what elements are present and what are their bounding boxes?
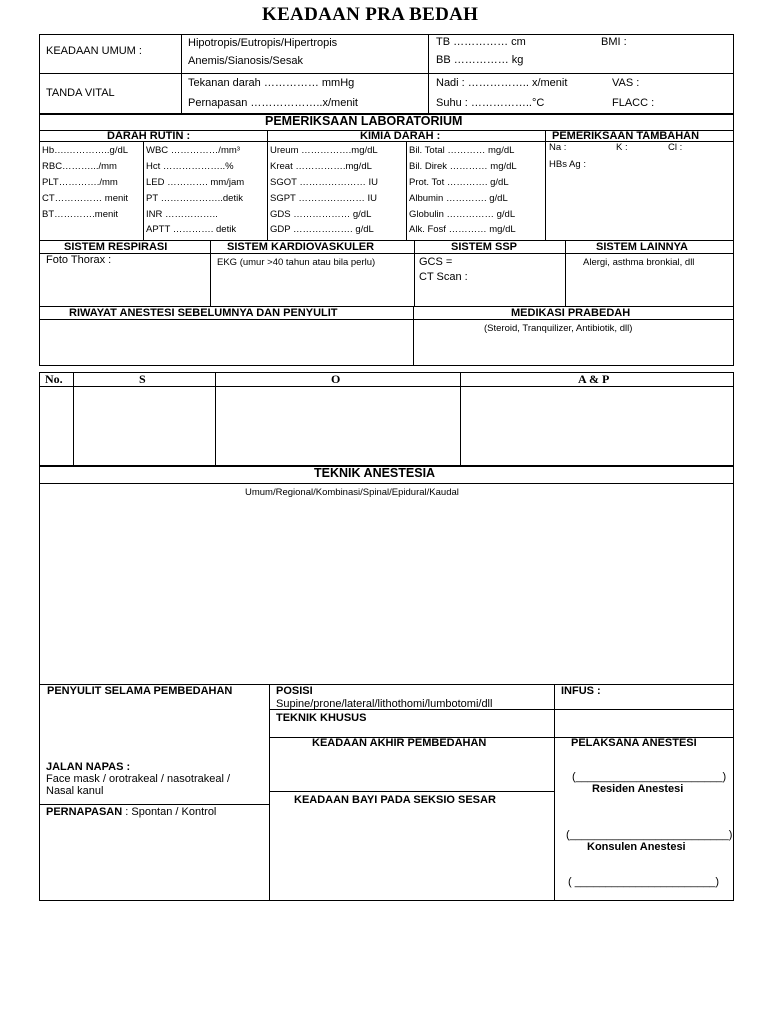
plt-field[interactable]: PLT…………./mm	[42, 177, 118, 188]
sistem-respirasi-header: SISTEM RESPIRASI	[64, 241, 168, 253]
gdp-field[interactable]: GDP ………………. g/dL	[270, 224, 374, 235]
konsulen-anestesi-label: Konsulen Anestesi	[587, 841, 686, 853]
divider	[39, 483, 734, 484]
divider	[181, 34, 182, 114]
sistem-ssp-header: SISTEM SSP	[451, 241, 518, 253]
pernapasan-label: PERNAPASAN	[46, 806, 123, 818]
teknik-anestesia-options[interactable]: Umum/Regional/Kombinasi/Spinal/Epidural/Kaudal	[245, 487, 459, 498]
bil-total-field[interactable]: Bil. Total ………… mg/dL	[409, 145, 515, 156]
infus-field[interactable]: INFUS :	[561, 685, 601, 697]
posisi-header: POSISI	[276, 685, 313, 697]
divider	[143, 141, 144, 240]
teknik-khusus-header: TEKNIK KHUSUS	[276, 712, 367, 724]
riwayat-anestesi-header: RIWAYAT ANESTESI SEBELUMNYA DAN PENYULIT	[69, 307, 338, 319]
lab-title: PEMERIKSAAN LABORATORIUM	[265, 114, 463, 128]
suhu-field[interactable]: Suhu : ……………..°C	[436, 97, 545, 109]
divider	[428, 34, 429, 114]
jalan-napas-header: JALAN NAPAS :	[46, 761, 131, 773]
soap-s-header: S	[139, 372, 146, 386]
soap-no-header: No.	[45, 372, 63, 386]
flacc-field[interactable]: FLACC :	[612, 97, 655, 109]
penyulit-pembedahan-header: PENYULIT SELAMA PEMBEDAHAN	[47, 685, 233, 697]
divider	[269, 684, 270, 901]
divider	[545, 130, 546, 240]
foto-thorax-field[interactable]: Foto Thorax :	[46, 254, 112, 266]
ekg-field[interactable]: EKG (umur >40 tahun atau bila perlu)	[217, 257, 376, 268]
soap-o-header: O	[331, 372, 341, 386]
sistem-lainnya-note[interactable]: Alergi, asthma bronkial, dll	[583, 257, 695, 268]
pt-field[interactable]: PT ………………..detik	[146, 193, 243, 204]
wbc-field[interactable]: WBC ……………/mm³	[146, 145, 240, 156]
divider	[460, 372, 461, 466]
divider	[39, 804, 269, 805]
teknik-anestesia-title: TEKNIK ANESTESIA	[314, 466, 436, 480]
sistem-lainnya-header: SISTEM LAINNYA	[596, 241, 688, 253]
pernapasan-field[interactable]: Pernapasan ………………..x/menit	[188, 97, 358, 109]
bb-field[interactable]: BB …………… kg	[436, 54, 524, 66]
divider	[406, 141, 407, 240]
residen-anestesi-label: Residen Anestesi	[592, 783, 684, 795]
divider	[267, 130, 268, 240]
ureum-field[interactable]: Ureum …………….mg/dL	[270, 145, 378, 156]
alk-fosf-field[interactable]: Alk. Fosf ………… mg/dL	[409, 224, 516, 235]
ct-scan-field[interactable]: CT Scan :	[419, 271, 468, 283]
keadaan-akhir-header: KEADAAN AKHIR PEMBEDAHAN	[312, 737, 487, 749]
tb-field[interactable]: TB …………… cm	[436, 36, 526, 48]
keadaan-umum-label: KEADAAN UMUM :	[46, 45, 142, 57]
ct-field[interactable]: CT…………… menit	[42, 193, 129, 204]
divider	[413, 306, 414, 366]
sgot-field[interactable]: SGOT ………………… IU	[270, 177, 379, 188]
divider	[414, 240, 415, 306]
k-field[interactable]: K :	[616, 142, 628, 153]
bil-direk-field[interactable]: Bil. Direk ………… mg/dL	[409, 161, 517, 172]
tanda-vital-label: TANDA VITAL	[46, 87, 115, 99]
third-signature-line[interactable]: ( _______________________)	[568, 876, 720, 888]
jalan-napas-options-2[interactable]: Nasal kanul	[46, 785, 104, 797]
divider	[210, 240, 211, 306]
pelaksana-anestesi-header: PELAKSANA ANESTESI	[571, 737, 697, 749]
prot-tot-field[interactable]: Prot. Tot …………. g/dL	[409, 177, 509, 188]
nadi-field[interactable]: Nadi : …………….. x/menit	[436, 77, 568, 89]
konsulen-signature-line[interactable]: (__________________________)	[566, 829, 733, 841]
posisi-options[interactable]: Supine/prone/lateral/lithothomi/lumbotomi/dll	[276, 698, 493, 710]
soap-ap-header: A & P	[578, 372, 610, 386]
sistem-kardiovaskuler-header: SISTEM KARDIOVASKULER	[227, 241, 375, 253]
keadaan-umum-options-2[interactable]: Anemis/Sianosis/Sesak	[188, 55, 303, 67]
pernapasan-row	[46, 806, 216, 819]
vas-field[interactable]: VAS :	[612, 77, 640, 89]
na-field[interactable]: Na :	[549, 142, 567, 153]
led-field[interactable]: LED …………. mm/jam	[146, 177, 245, 188]
rbc-field[interactable]: RBC……….../mm	[42, 161, 117, 172]
bt-field[interactable]: BT………….menit	[42, 209, 119, 220]
divider	[269, 791, 554, 792]
divider	[565, 240, 566, 306]
divider	[215, 372, 216, 466]
albumin-field[interactable]: Albumin …………. g/dL	[409, 193, 508, 204]
aptt-field[interactable]: APTT …………. detik	[146, 224, 237, 235]
jalan-napas-options-1[interactable]: Face mask / orotrakeal / nasotrakeal /	[46, 773, 231, 785]
hct-field[interactable]: Hct ………………..%	[146, 161, 234, 172]
kimia-darah-header: KIMIA DARAH :	[360, 130, 441, 142]
globulin-field[interactable]: Globulin …………… g/dL	[409, 209, 516, 220]
inr-field[interactable]: INR ……………..	[146, 209, 218, 220]
divider	[39, 73, 734, 74]
divider	[554, 684, 555, 901]
keadaan-umum-options-1[interactable]: Hipotropis/Eutropis/Hipertropis	[188, 37, 338, 49]
darah-rutin-header: DARAH RUTIN :	[107, 130, 191, 142]
gds-field[interactable]: GDS ……………… g/dL	[270, 209, 372, 220]
residen-signature-line[interactable]: (________________________)	[572, 771, 727, 783]
sgpt-field[interactable]: SGPT ………………… IU	[270, 193, 377, 204]
pemeriksaan-tambahan-header: PEMERIKSAAN TAMBAHAN	[552, 130, 700, 142]
divider	[39, 386, 734, 387]
cl-field[interactable]: Cl :	[668, 142, 683, 153]
medikasi-prabedah-note: (Steroid, Tranquilizer, Antibiotik, dll)	[484, 323, 633, 334]
page-title: KEADAAN PRA BEDAH	[262, 4, 479, 25]
pernapasan-options[interactable]: : Spontan / Kontrol	[122, 806, 217, 818]
hbs-ag-field[interactable]: HBs Ag :	[549, 159, 586, 170]
kreat-field[interactable]: Kreat …………….mg/dL	[270, 161, 372, 172]
medikasi-prabedah-header: MEDIKASI PRABEDAH	[511, 307, 631, 319]
divider	[73, 372, 74, 466]
tekanan-darah-field[interactable]: Tekanan darah …………… mmHg	[188, 77, 355, 89]
bmi-field[interactable]: BMI :	[601, 36, 627, 48]
keadaan-bayi-header: KEADAAN BAYI PADA SEKSIO SESAR	[294, 794, 496, 806]
gcs-field[interactable]: GCS =	[419, 256, 453, 268]
hb-field[interactable]: Hb….…………..g/dL	[42, 145, 129, 156]
